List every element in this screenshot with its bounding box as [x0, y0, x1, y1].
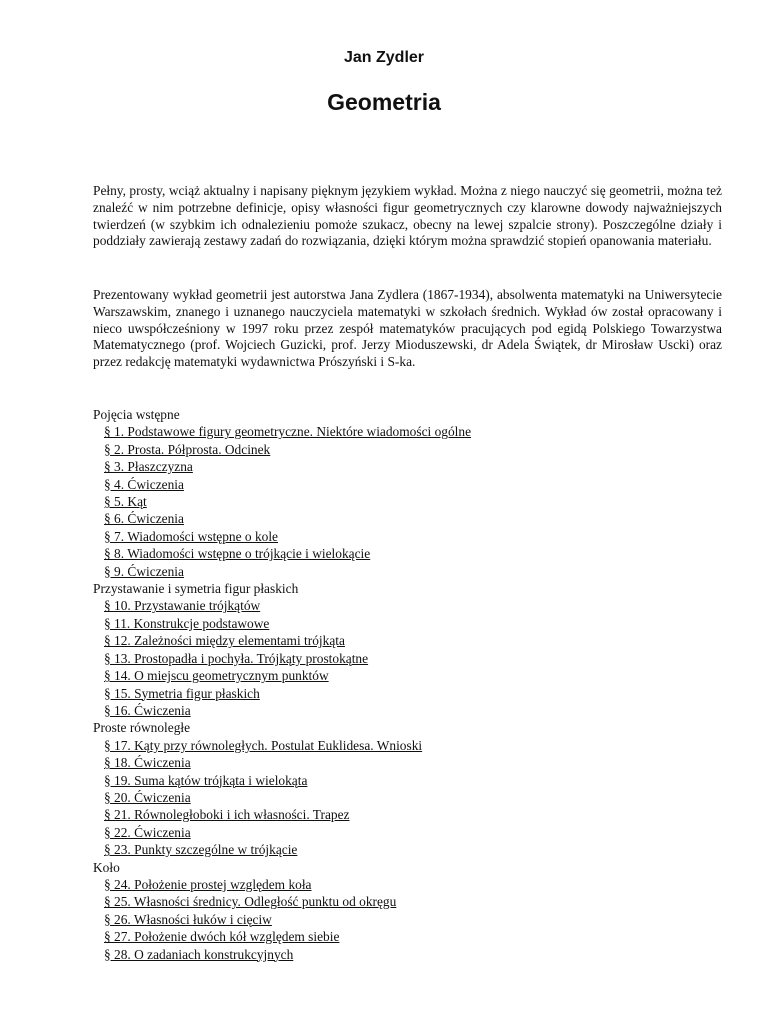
- toc-item: [93, 841, 733, 858]
- page-title: Geometria: [327, 89, 441, 115]
- toc-item: [93, 772, 733, 789]
- toc-link[interactable]: § 1. Podstawowe figury geometryczne. Niektóre wiadomości ogólne: [104, 424, 472, 440]
- toc-link[interactable]: § 9. Ćwiczenia: [104, 563, 184, 579]
- author-name: Jan Zydler: [343, 49, 425, 66]
- toc-item: [93, 911, 733, 928]
- toc-link[interactable]: § 20. Ćwiczenia: [104, 789, 191, 805]
- toc-link[interactable]: § 19. Suma kątów trójkąta i wielokąta: [104, 772, 308, 788]
- toc-link[interactable]: § 15. Symetria figur płaskich: [104, 685, 260, 701]
- toc-item: [93, 458, 733, 475]
- toc-item: [93, 667, 733, 684]
- toc-item: [93, 563, 733, 580]
- toc-link[interactable]: § 4. Ćwiczenia: [104, 476, 184, 492]
- toc-link[interactable]: § 16. Ćwiczenia: [104, 702, 191, 718]
- toc-link[interactable]: § 22. Ćwiczenia: [104, 824, 191, 840]
- toc-link[interactable]: § 24. Położenie prostej względem koła: [104, 876, 312, 892]
- toc-item: [93, 441, 733, 458]
- toc-link[interactable]: § 21. Równoległoboki i ich własności. Trapez: [104, 807, 350, 823]
- toc-link[interactable]: § 18. Ćwiczenia: [104, 755, 191, 771]
- intro-paragraph-1: Pełny, prosty, wciąż aktualny i napisany pięknym językiem wykład. Można z niego nauczyć się geometrii, można też znaleźć w nim potrzebne definicje, opisy własności figur geometrycznych czy klarowne dowody najważniejszych twierdzeń (w szybkim ich odnalezieniu pomoże szukacz, obecny na lewej szpalcie strony). Poszczególne działy i poddziały zawierają zestawy zadań do rozwiązania, dzięki którym można sprawdzić stopień opanowania materiału.: [93, 183, 722, 249]
- toc-item: [93, 493, 733, 510]
- toc-item: [93, 737, 733, 754]
- toc-link[interactable]: § 5. Kąt: [104, 494, 147, 510]
- toc-section-title: Przystawanie i symetria figur płaskich: [93, 581, 299, 597]
- toc-item: [93, 754, 733, 771]
- toc-link[interactable]: § 14. O miejscu geometrycznym punktów: [104, 668, 329, 684]
- table-of-contents: [93, 406, 733, 963]
- toc-section-title: Pojęcia wstępne: [93, 407, 180, 422]
- toc-link[interactable]: § 6. Ćwiczenia: [104, 511, 184, 527]
- intro-paragraph-2: Prezentowany wykład geometrii jest autorstwa Jana Zydlera (1867-1934), absolwenta matematyki na Uniwersytecie Warszawskim, znanego i uznanego nauczyciela matematyki w szkołach średnich. Wykład ów został opracowany i nieco uwspółcześniony w 1997 roku przez zespół matematyków pracujących pod egidą Polskiego Towarzystwa Matematycznego (prof. Wojciech Guzicki, prof. Jerzy Mioduszewski, dr Adela Świątek, dr Mirosław Uscki) oraz przez redakcję matematyki wydawnictwa Prószyński i S-ka.: [93, 287, 722, 370]
- toc-link[interactable]: § 28. O zadaniach konstrukcyjnych: [104, 946, 294, 962]
- toc-item: [93, 946, 733, 963]
- toc-link[interactable]: § 3. Płaszczyzna: [104, 459, 193, 475]
- toc-item: [93, 510, 733, 527]
- toc-item: [93, 423, 733, 440]
- toc-link[interactable]: § 26. Własności łuków i cięciw: [104, 911, 272, 927]
- toc-section-title: Proste równoległe: [93, 720, 191, 736]
- toc-link[interactable]: § 25. Własności średnicy. Odległość punktu od okręgu: [104, 894, 397, 910]
- toc-link[interactable]: § 7. Wiadomości wstępne o kole: [104, 528, 279, 544]
- toc-link[interactable]: § 12. Zależności między elementami trójkąta: [104, 633, 345, 649]
- toc-item: [93, 545, 733, 562]
- toc-item: [93, 824, 733, 841]
- toc-link[interactable]: § 13. Prostopadła i pochyła. Trójkąty prostokątne: [104, 650, 369, 666]
- toc-link[interactable]: § 17. Kąty przy równoległych. Postulat Euklidesa. Wnioski: [104, 737, 423, 753]
- toc-item: [93, 702, 733, 719]
- toc-item: [93, 685, 733, 702]
- toc-link[interactable]: § 2. Prosta. Półprosta. Odcinek: [104, 441, 271, 457]
- toc-item: [93, 789, 733, 806]
- toc-item: [93, 476, 733, 493]
- toc-item: [93, 893, 733, 910]
- toc-link[interactable]: § 8. Wiadomości wstępne o trójkącie i wielokącie: [104, 546, 371, 562]
- toc-item: [93, 632, 733, 649]
- toc-item: [93, 528, 733, 545]
- toc-item: [93, 615, 733, 632]
- toc-link[interactable]: § 11. Konstrukcje podstawowe: [104, 615, 270, 631]
- toc-item: [93, 597, 733, 614]
- toc-link[interactable]: § 27. Położenie dwóch kół względem siebie: [104, 929, 340, 945]
- toc-item: [93, 876, 733, 893]
- toc-item: [93, 928, 733, 945]
- toc-link[interactable]: § 23. Punkty szczególne w trójkącie: [104, 842, 298, 858]
- toc-item: [93, 806, 733, 823]
- toc-link[interactable]: § 10. Przystawanie trójkątów: [104, 598, 261, 614]
- toc-section-title: Koło: [93, 859, 120, 875]
- toc-item: [93, 650, 733, 667]
